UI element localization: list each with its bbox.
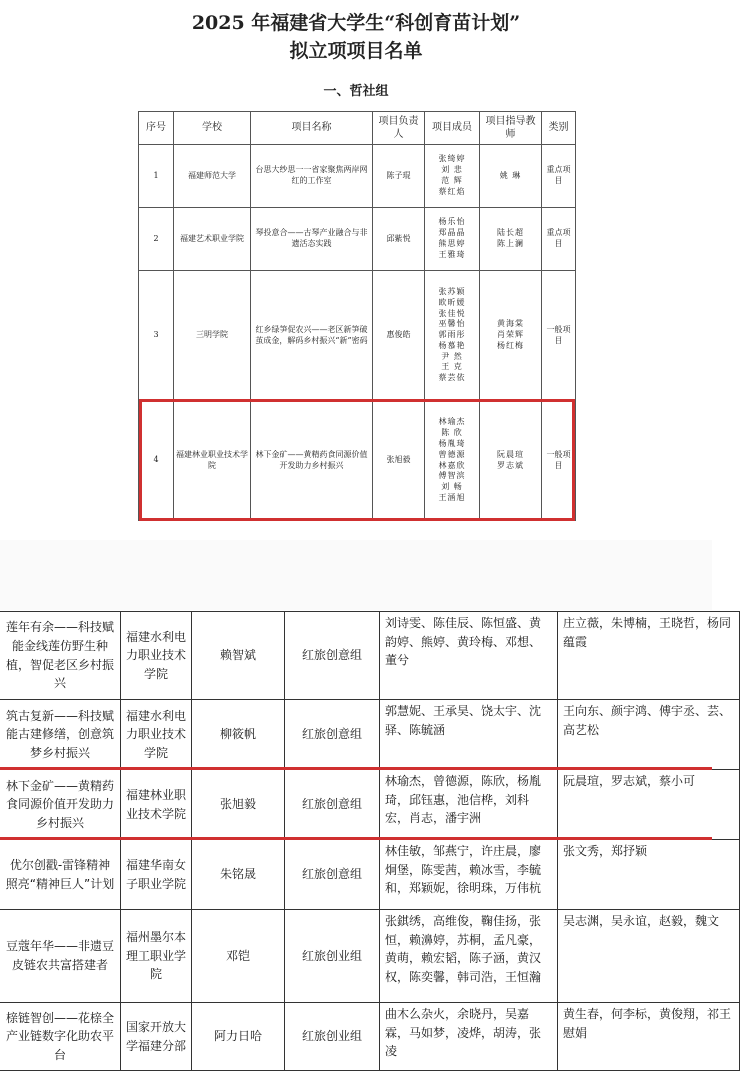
row-project: 林下金矿——黄精药食同源价值开发助力乡村振兴 [251, 401, 373, 521]
teachers: 吴志渊，吴永谊，赵毅，魏文 [558, 910, 740, 1003]
table-row [0, 612, 740, 700]
row-category: 重点项目 [542, 208, 576, 271]
table-row [139, 145, 576, 208]
leader: 柳筱帆 [192, 700, 285, 770]
row-category: 重点项目 [542, 145, 576, 208]
leader: 赖智斌 [192, 612, 285, 700]
table-row [139, 208, 576, 271]
section-heading: 一、哲社组 [323, 84, 389, 99]
row-leader: 邱紫悦 [373, 208, 425, 271]
row-members: 杨乐怡 郑晶晶 熊思婷 王雅琦 [425, 208, 480, 271]
header-school: 学校 [174, 112, 251, 145]
project-name: 榇链智创——花榇全产业链数字化助农平台 [0, 1003, 121, 1071]
members: 林佳敏，邹燕宁，许庄晨，廖炯堡，陈雯茜，赖冰雪，李毓和，郑颖妮，徐明珠，万伟杭 [380, 840, 558, 910]
highlight-line-top [0, 767, 712, 770]
row-seq: 1 [139, 145, 174, 208]
table-row [0, 1003, 740, 1071]
group: 红旅创意组 [285, 612, 380, 700]
row-school: 福建艺术职业学院 [174, 208, 251, 271]
row-school: 福建林业职业技术学院 [174, 401, 251, 521]
divider-gap [0, 540, 712, 610]
row-members: 张绮婷 刘 悲 范 辉 蔡红焰 [425, 145, 480, 208]
row-seq: 3 [139, 271, 174, 401]
project-name: 筑古复新——科技赋能古建修缮，创意筑梦乡村振兴 [0, 700, 121, 770]
teachers: 阮晨瑄，罗志斌，蔡小可 [558, 770, 740, 840]
leader: 张旭毅 [192, 770, 285, 840]
header-leader: 项目负责人 [373, 112, 425, 145]
second-list-table [0, 611, 740, 1071]
table-row-highlighted [0, 770, 740, 840]
project-name: 莲年有余——科技赋能金线莲仿野生种植，智促老区乡村振兴 [0, 612, 121, 700]
school: 福建水利电力职业技术学院 [121, 612, 192, 700]
table-row [0, 700, 740, 770]
row-members: 林瑜杰 陈 欣 杨胤琦 曾德源 林嘉欣 傅智滨 刘 畅 王涵旭 [425, 401, 480, 521]
row-members: 张苏颖 欧昕媛 张佳悦 巫馨怡 郭雨彤 杨慕艳 尹 然 王 克 蔡芸依 [425, 271, 480, 401]
header-category: 类别 [542, 112, 576, 145]
project-name: 林下金矿——黄精药食同源价值开发助力乡村振兴 [0, 770, 121, 840]
document-title: 2025 年福建省大学生“科创育苗计划” [191, 12, 521, 34]
members: 林瑜杰，曾德源，陈欣，杨胤琦，邱钰惠，池信桦，刘科宏，肖志，潘宇洲 [380, 770, 558, 840]
project-name: 豆蔻年华——非遗豆皮链农共富搭建者 [0, 910, 121, 1003]
members: 郭慧妮、王承昊、饶太宇、沈驿、陈毓涵 [380, 700, 558, 770]
row-leader: 惠俊皓 [373, 271, 425, 401]
table-row [139, 271, 576, 401]
school: 福建林业职业技术学院 [121, 770, 192, 840]
row-advisor: 陆长超 陈上澜 [480, 208, 542, 271]
row-advisor: 姚 琳 [480, 145, 542, 208]
row-leader: 陈子琨 [373, 145, 425, 208]
teachers: 张文秀，郑抒颖 [558, 840, 740, 910]
school: 福建水利电力职业技术学院 [121, 700, 192, 770]
table-header-row [139, 112, 576, 145]
members: 刘诗雯、陈佳辰、陈恒盛、黄韵婷、熊婷、黄玲梅、邓想、董兮 [380, 612, 558, 700]
row-project: 台思大纱思一一省家聚焦两岸网红的工作室 [251, 145, 373, 208]
header-project: 项目名称 [251, 112, 373, 145]
members: 张錤绣，高维俊，鞠佳扬，张恒，赖濞婷，苏桐，孟凡豪，黄萌，赖宏韬，陈子涵，黄汉权，陈奕馨，韩司浩，王恒瀚 [380, 910, 558, 1003]
document-page [0, 0, 712, 540]
group: 红旅创意组 [285, 770, 380, 840]
header-members: 项目成员 [425, 112, 480, 145]
row-school: 三明学院 [174, 271, 251, 401]
leader: 邓铠 [192, 910, 285, 1003]
row-leader: 张旭毅 [373, 401, 425, 521]
school: 国家开放大学福建分部 [121, 1003, 192, 1071]
teachers: 王向东、颜宇鸿、傅宇丞、芸、高艺松 [558, 700, 740, 770]
table-row [0, 840, 740, 910]
project-name: 优尔创戳-雷锋精神照亮“精神巨人”计划 [0, 840, 121, 910]
group: 红旅创意组 [285, 700, 380, 770]
row-category: 一般项目 [542, 271, 576, 401]
leader: 朱铭晟 [192, 840, 285, 910]
header-advisor: 项目指导教师 [480, 112, 542, 145]
row-school: 福建师范大学 [174, 145, 251, 208]
row-project: 琴投意合——古琴产业融合与非遗活态实践 [251, 208, 373, 271]
leader: 阿力日哈 [192, 1003, 285, 1071]
row-category: 一般项目 [542, 401, 576, 521]
teachers: 庄立薇，朱博楠，王晓哲，杨同蕴霞 [558, 612, 740, 700]
teachers: 黄生春，何李标，黄俊翔，祁王慰娟 [558, 1003, 740, 1071]
school: 福州墨尔本理工职业学院 [121, 910, 192, 1003]
row-advisor: 阮晨瑄 罗志斌 [480, 401, 542, 521]
group: 红旅创业组 [285, 910, 380, 1003]
highlight-line-bottom [0, 837, 712, 840]
document-subtitle: 拟立项项目名单 [289, 40, 423, 62]
table-row [0, 910, 740, 1003]
row-project: 红乡绿笋促农兴——老区新笋破茧成金，解码乡村振兴“新”密码 [251, 271, 373, 401]
header-seq: 序号 [139, 112, 174, 145]
group: 红旅创意组 [285, 840, 380, 910]
row-seq: 4 [139, 401, 174, 521]
school: 福建华南女子职业学院 [121, 840, 192, 910]
row-seq: 2 [139, 208, 174, 271]
members: 曲木么杂火，余晓丹，吴嘉霖，马如梦，凌烨，胡涛，张凌 [380, 1003, 558, 1071]
row-advisor: 黄海棠 肖荣辉 杨红梅 [480, 271, 542, 401]
group: 红旅创业组 [285, 1003, 380, 1071]
highlight-box [139, 399, 575, 521]
